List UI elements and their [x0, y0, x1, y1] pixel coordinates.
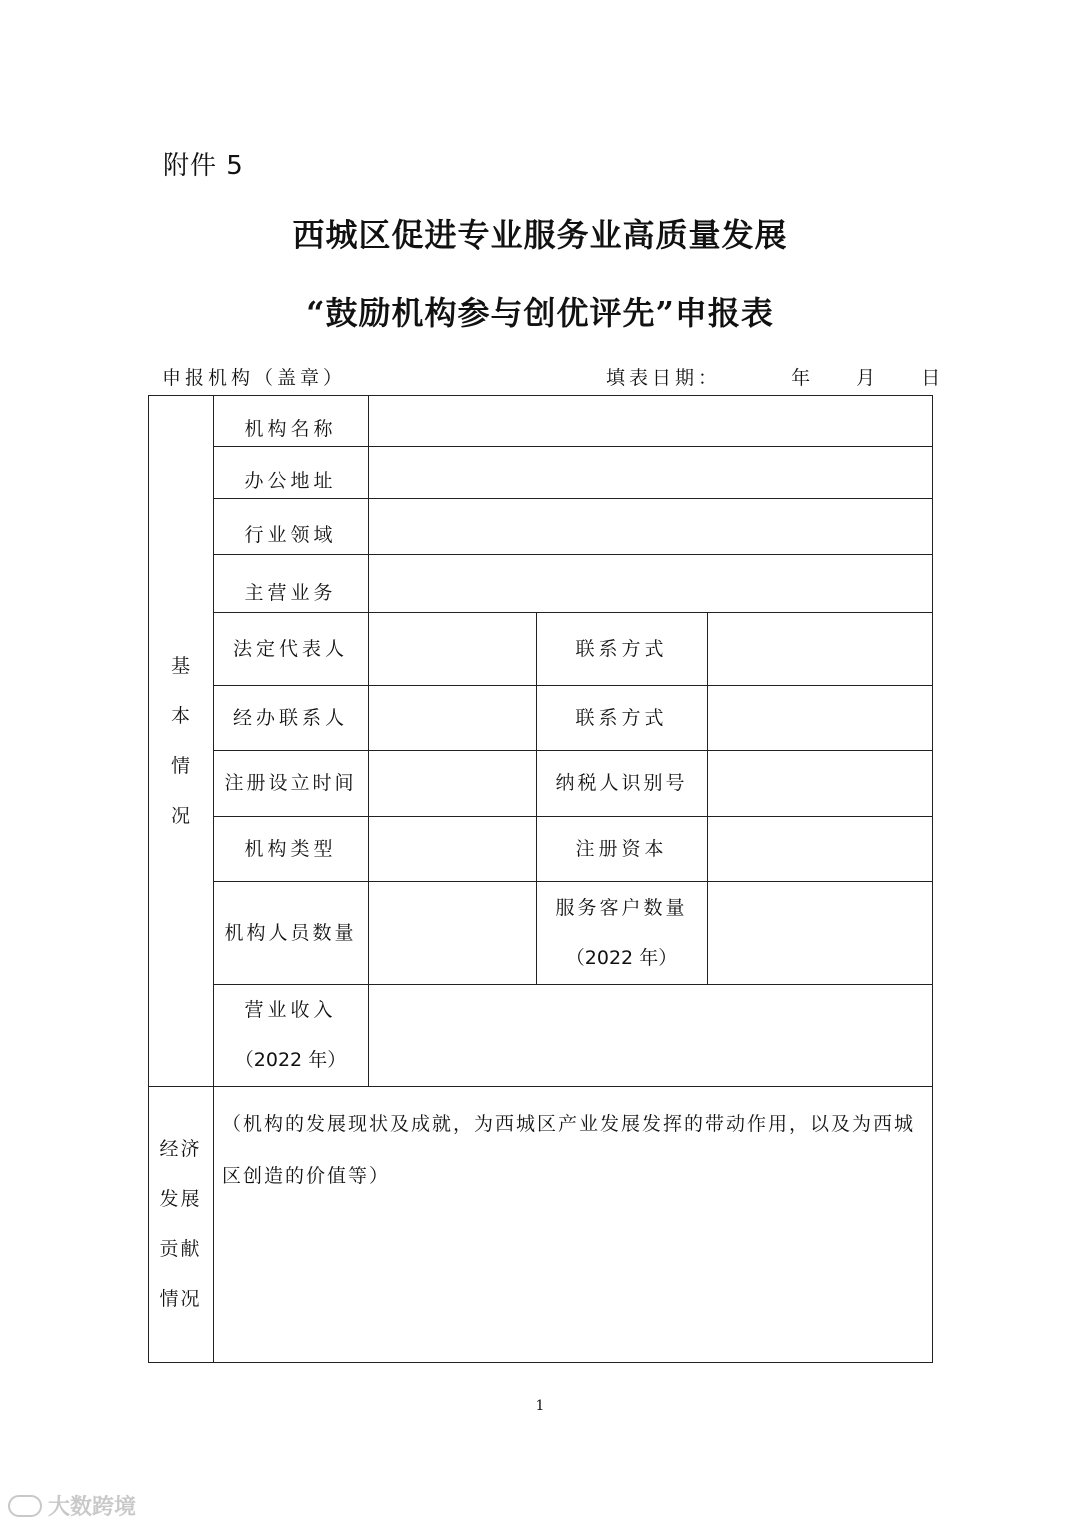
- section-basic-info: [148, 395, 213, 1086]
- applicant-label: 申报机构（盖章）: [162, 367, 347, 389]
- attachment-label: 附件 5: [163, 151, 244, 181]
- date-label: 填表日期：: [606, 367, 722, 389]
- watermark-logo-icon: [8, 1495, 42, 1517]
- label-reg-time: 注册设立时间: [224, 772, 357, 794]
- section-contrib-line: 贡献: [159, 1238, 202, 1260]
- contribution-note: （机构的发展现状及成就，为西城区产业发展发挥的带动作用，以及为西城区创造的价值等）: [222, 1113, 916, 1187]
- label-contact-2: 联系方式: [575, 706, 668, 729]
- section-contrib-line: 发展: [159, 1188, 202, 1210]
- label-industry: 行业领域: [244, 524, 337, 546]
- form-title-line2: “鼓励机构参与创优评先”申报表: [306, 294, 774, 332]
- date-year-label: 年: [791, 367, 815, 389]
- watermark-text: 大数跨境: [48, 1495, 137, 1520]
- label-revenue: [213, 984, 368, 1086]
- page-number: 1: [535, 1398, 545, 1414]
- label-clients-line2: （2022 年）: [565, 946, 678, 969]
- section-basic-char: 基: [170, 654, 190, 677]
- label-main-business: 主营业务: [244, 582, 337, 604]
- label-staff-count: 机构人员数量: [224, 921, 357, 944]
- label-revenue-line2: （2022 年）: [234, 1049, 347, 1071]
- label-taxpayer-id: 纳税人识别号: [555, 772, 688, 794]
- label-clients-count: [536, 881, 707, 984]
- label-handler: 经办联系人: [232, 706, 348, 729]
- label-org-name: 机构名称: [244, 417, 337, 440]
- label-reg-capital: 注册资本: [575, 837, 668, 860]
- label-legal-rep: 法定代表人: [232, 637, 348, 660]
- section-contrib-line: 经济: [159, 1138, 202, 1160]
- form-title-line1: 西城区促进专业服务业高质量发展: [292, 216, 788, 254]
- label-org-type: 机构类型: [244, 837, 337, 860]
- label-contact-1: 联系方式: [575, 637, 668, 660]
- section-basic-char: 情: [170, 754, 190, 777]
- label-revenue-line1: 营业收入: [244, 999, 337, 1021]
- section-contrib-line: 情况: [159, 1288, 202, 1310]
- date-day-label: 日: [921, 367, 945, 389]
- label-clients-line1: 服务客户数量: [555, 896, 688, 919]
- watermark: [8, 1490, 136, 1521]
- fill-date: [606, 363, 944, 390]
- label-office-address: 办公地址: [244, 470, 337, 492]
- section-basic-char: 况: [170, 804, 190, 827]
- section-economic-contribution: [148, 1086, 213, 1362]
- section-basic-char: 本: [170, 704, 190, 727]
- date-month-label: 月: [856, 367, 880, 389]
